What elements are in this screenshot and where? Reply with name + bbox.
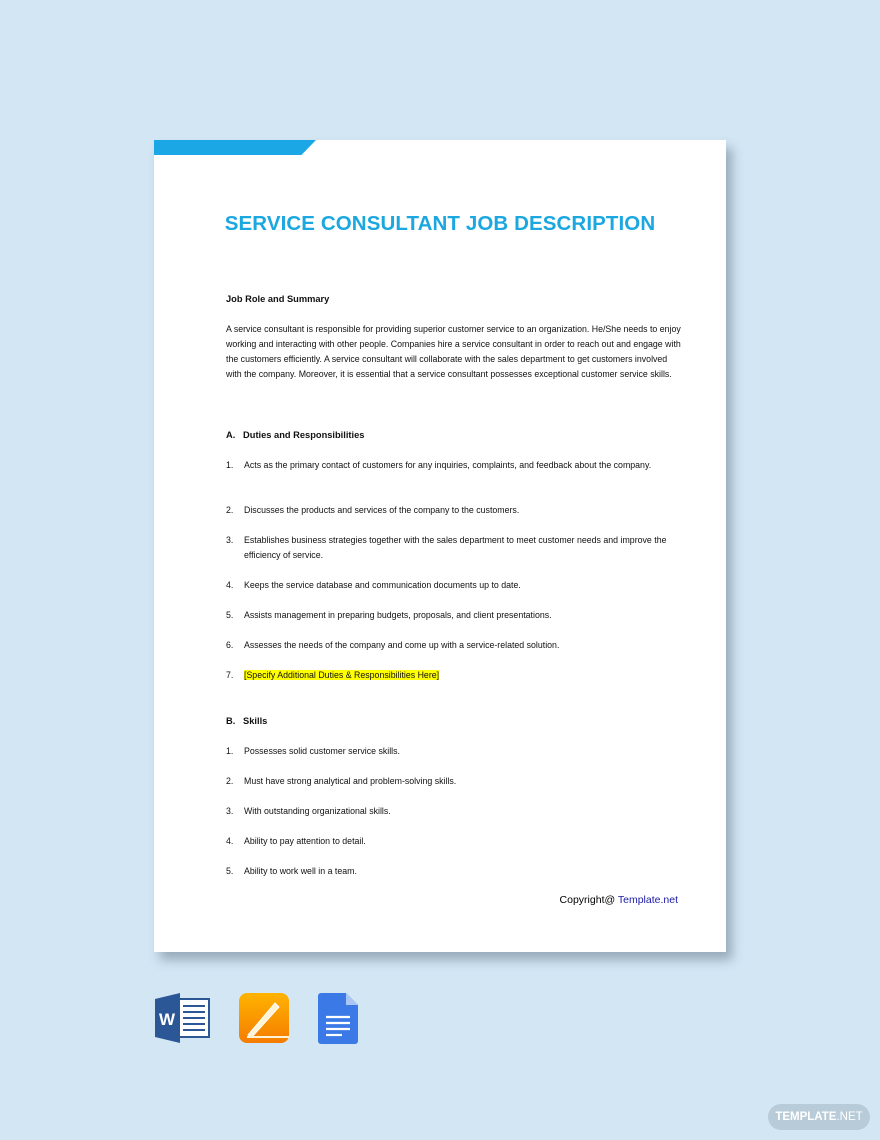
copyright: [560, 894, 678, 906]
item-number: 3.: [226, 806, 234, 816]
list-item: [226, 668, 682, 683]
item-text: Possesses solid customer service skills.: [244, 746, 400, 756]
document-page: [154, 140, 726, 952]
item-text: Acts as the primary contact of customers for any inquiries, complaints, and feedback about the company.: [244, 460, 652, 470]
item-text: Must have strong analytical and problem-solving skills.: [244, 776, 457, 786]
template-net-link[interactable]: Template.net: [617, 894, 678, 906]
list-item: [226, 864, 682, 879]
item-text: Keeps the service database and communication documents up to date.: [244, 580, 521, 590]
copyright-prefix: Copyright@: [559, 894, 618, 906]
item-text: Assesses the needs of the company and come up with a service-related solution.: [244, 640, 560, 650]
list-item: [226, 533, 682, 563]
list-item: [226, 834, 682, 849]
item-text: Discusses the products and services of the company to the customers.: [244, 505, 520, 515]
item-number: 1.: [226, 746, 234, 756]
item-number: 6.: [226, 640, 234, 650]
item-text: Ability to work well in a team.: [244, 866, 357, 876]
template-net-watermark: TEMPLATE.NET: [768, 1104, 870, 1130]
item-text: [244, 668, 682, 683]
list-item: [226, 608, 682, 623]
svg-text:W: W: [158, 1010, 176, 1029]
list-item: [226, 638, 682, 653]
document-title: SERVICE CONSULTANT JOB DESCRIPTION: [224, 212, 656, 235]
summary-heading: Job Role and Summary: [226, 294, 330, 304]
item-number: 4.: [226, 580, 234, 590]
list-item: [226, 578, 682, 593]
item-text: Ability to pay attention to detail.: [244, 836, 366, 846]
duties-heading: A. Duties and Responsibilities: [226, 430, 365, 440]
list-item: [226, 503, 682, 518]
list-item: [226, 744, 682, 759]
item-number: 7.: [226, 670, 234, 680]
google-docs-icon[interactable]: [318, 993, 358, 1044]
accent-ribbon: [154, 140, 316, 155]
item-text: With outstanding organizational skills.: [244, 806, 391, 816]
item-number: 2.: [226, 505, 234, 515]
item-number: 3.: [226, 535, 234, 545]
skills-heading: B. Skills: [226, 716, 268, 726]
item-number: 4.: [226, 836, 234, 846]
item-number: 5.: [226, 866, 234, 876]
word-icon[interactable]: [155, 993, 211, 1045]
list-item: [226, 458, 682, 473]
item-number: 5.: [226, 610, 234, 620]
item-text: Assists management in preparing budgets, proposals, and client presentations.: [244, 610, 552, 620]
item-text: Establishes business strategies together with the sales department to meet customer needs and improve the efficiency of service.: [244, 535, 667, 560]
list-item: [226, 774, 682, 789]
pages-icon[interactable]: [239, 993, 290, 1044]
item-number: 1.: [226, 460, 234, 470]
list-item: [226, 804, 682, 819]
placeholder-highlight[interactable]: [Specify Additional Duties & Responsibilities Here]: [244, 670, 440, 680]
summary-text: A service consultant is responsible for providing superior customer service to an organization. He/She needs to enjoy working and interacting with other people. Companies hire a service consultant in order to reach out and engage with the customers efficiently. A service consultant will collaborate with the sales department to get customers involved with the company. Moreover, it is essential that a service consultant possesses exceptional customer service skills.: [226, 324, 681, 379]
item-number: 2.: [226, 776, 234, 786]
